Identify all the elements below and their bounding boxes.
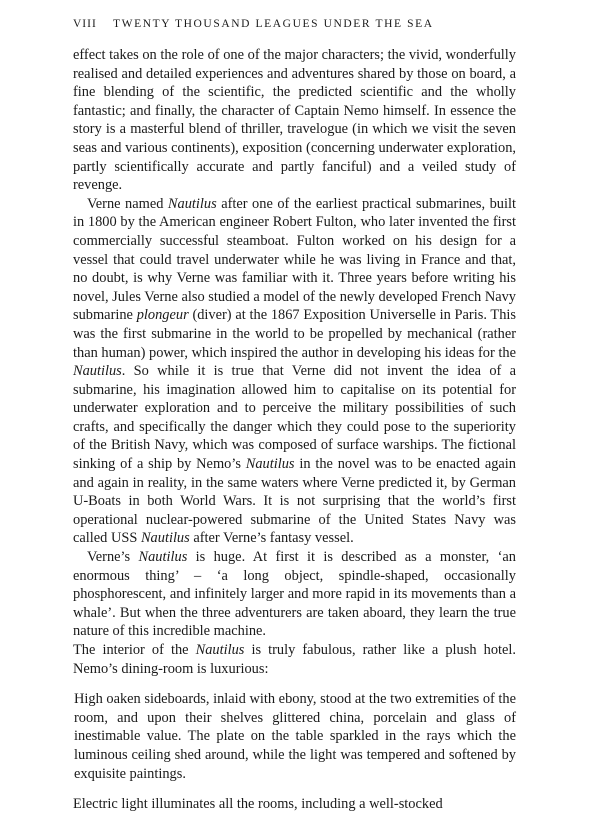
text-run: is huge. At first it is described as a monster, ‘an enormous thing’ – ‘a long object, spindle-shaped, occasionally phosphorescent, and infinitely larger and more rapid in its movements than a whale’. But when the three adventurers are taken aboard, they learn the true nature of this incredible machine. <box>73 549 516 640</box>
text-run: (diver) at the 1867 Exposition Universelle in Paris. This was the first submarine in the world to be propelled by mechanical (rather than human) power, which inspired the author in developing his ideas for the <box>73 307 517 361</box>
text-run: is truly fabulous, rather like a plush hotel. Nemo’s dining-room is luxurious: <box>73 642 516 677</box>
book-page <box>73 18 516 814</box>
italic-run: Nautilus <box>138 549 188 566</box>
paragraph-continuation: effect takes on the role of one of the major characters; the vivid, wonderfully realised and detailed experiences and adventures shared by those on board, a fine blending of the scientific, the predicted scientific and the wholly fantastic; and finally, the character of Captain Nemo himself. In essence the story is a masterful blend of thriller, travelogue (in which we visit the seven seas and various continents), exposition (concerning underwater exploration, partly scientifically accurate and partly fanciful) and a veiled study of revenge. <box>73 47 516 194</box>
paragraph-nautilus-history <box>73 195 516 548</box>
italic-run: Nautilus <box>73 363 122 380</box>
italic-run: Nautilus <box>140 530 190 547</box>
italic-run: Nautilus <box>195 642 245 658</box>
text-run: The interior of the <box>73 642 196 658</box>
running-head <box>73 18 516 40</box>
text-run: . So while it is true that Verne did not invent the idea of a submarine, his imagination allowed him to capitalise on its potential for underwater exploration and to perceive the military possibilities of such crafts, and specifically the danger which they could pose to the superiority of the British Navy, which was composed of surface warships. The fictional sinking of a ship by Nemo’s <box>73 363 516 473</box>
italic-run: plongeur <box>136 307 189 324</box>
text-run: Verne’s <box>87 549 139 566</box>
running-title: TWENTY THOUSAND LEAGUES UNDER THE SEA <box>113 18 434 30</box>
paragraph-nautilus-description <box>73 548 516 641</box>
paragraph-interior <box>73 641 516 678</box>
text-run: in the novel was to be enacted again and again in reality, in the same waters where Verne predicted it, by German U-Boats in both World Wars. It is not surprising that the world’s first operational nuclear-powered submarine of the United States Navy was called USS <box>73 456 516 547</box>
page-number: VIII <box>73 18 97 30</box>
paragraph-electric-light: Electric light illuminates all the rooms, including a well-stocked <box>73 796 443 813</box>
text-run: after one of the earliest practical submarines, built in 1800 by the American engineer Robert Fulton, who later invented the first commercially successful steamboat. Fulton worked on his design for a vessel that could travel underwater while he was living in France and that, no doubt, is why Verne was familiar with it. Three years before writing his novel, Jules Verne also studied a model of the newly developed French Navy submarine <box>73 195 516 324</box>
text-run: after Verne’s fantasy vessel. <box>189 530 354 547</box>
text-run: Verne named <box>87 195 168 212</box>
italic-run: Nautilus <box>245 456 295 473</box>
block-quote: High oaken sideboards, inlaid with ebony, stood at the two extremities of the room, and upon their shelves glittered china, porcelain and glass of inestimable value. The plate on the table sparkled in the rays which the luminous ceiling shed around, while the light was tempered and softened by exquisite paintings. <box>74 691 516 782</box>
italic-run: Nautilus <box>167 195 217 212</box>
